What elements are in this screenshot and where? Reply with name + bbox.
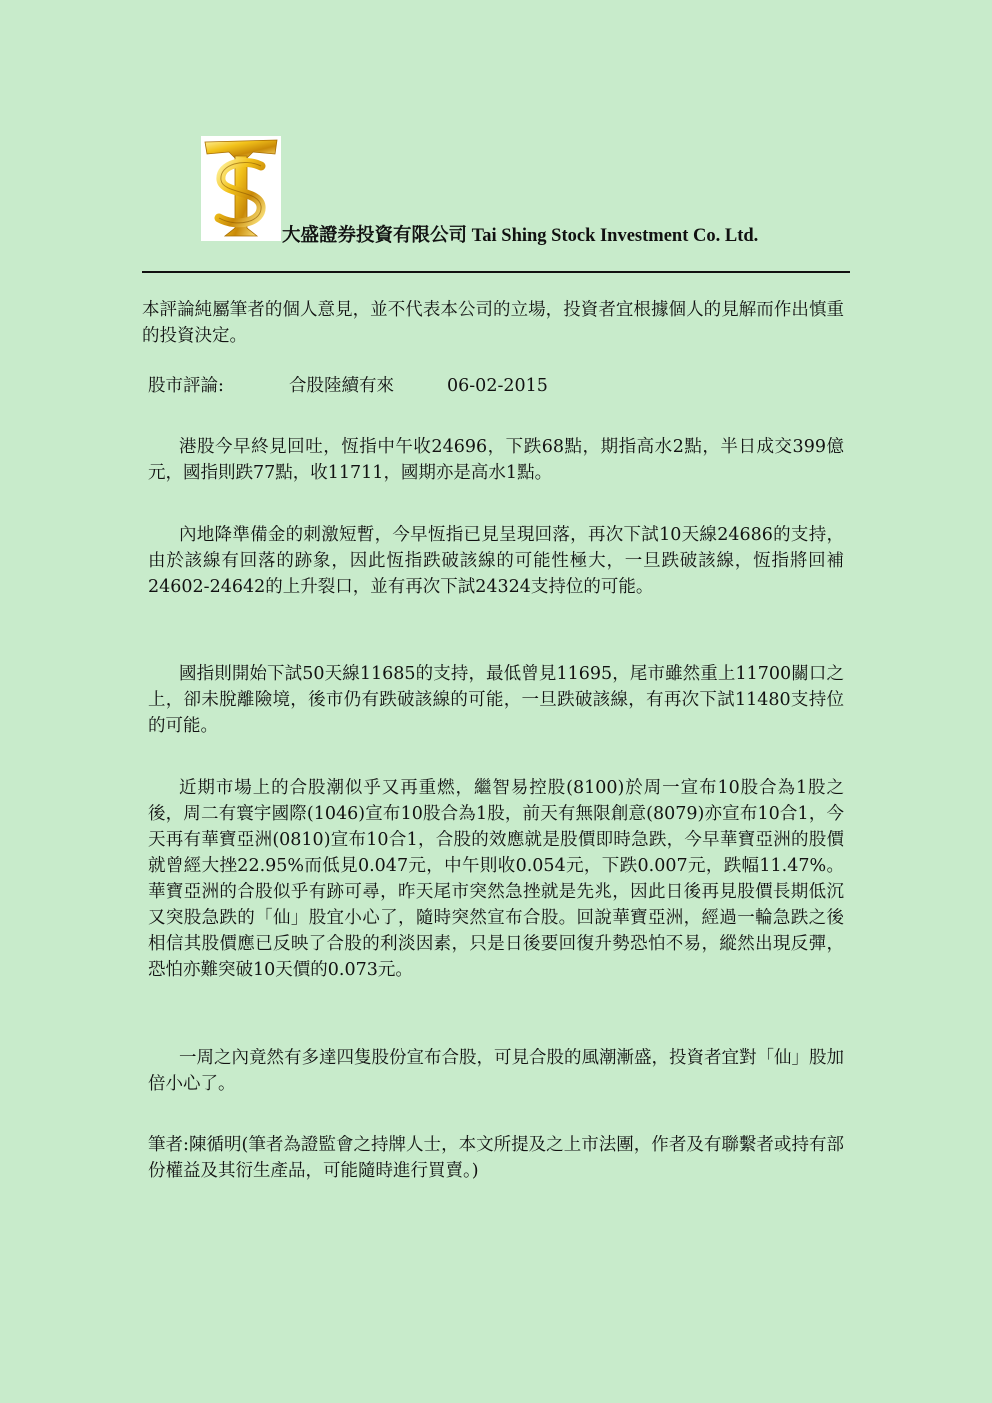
paragraph-2: 內地降準備金的刺激短暫，今早恆指已見呈現回落，再次下試10天線24686的支持，由於該線有回落的跡象，因此恆指跌破該線的可能性極大，一旦跌破該線，恆指將回補24602-24642的上升裂口，並有再次下試24324支持位的可能。 (148, 525, 844, 597)
author-note: 筆者:陳循明(筆者為證監會之持牌人士，本文所提及之上市法團，作者及有聯繫者或持有部份權益及其衍生產品，可能隨時進行買賣。) (148, 1135, 844, 1181)
header-divider (142, 271, 850, 273)
paragraph-3: 國指則開始下試50天線11685的支持，最低曾見11695，尾市雖然重上11700關口之上，卻未脫離險境，後市仍有跌破該線的可能，一旦跌破該線，有再次下試11480支持位的可能。 (148, 664, 844, 736)
paragraph-4: 近期市場上的合股潮似乎又再重燃，繼智易控股(8100)於周一宣布10股合為1股之後，周二有寰宇國際(1046)宣布10股合為1股，前天有無限創意(8079)亦宣布10合1，今天再有華寶亞洲(0810)宣布10合1，合股的效應就是股價即時急跌，今早華寶亞洲的股價就曾經大挫22.95%而低見0.047元，中午則收0.054元，下跌0.007元，跌幅11.47%。華寶亞洲的合股似乎有跡可尋，昨天尾市突然急挫就是先兆，因此日後再見股價長期低沉又突股急跌的「仙」股宜小心了，隨時突然宣布合股。回說華寶亞洲，經過一輪急跌之後相信其股價應已反映了合股的利淡因素，只是日後要回復升勢恐怕不易，縱然出現反彈，恐怕亦難突破10天價的0.073元。 (148, 778, 844, 980)
ts-monogram-icon (201, 136, 281, 241)
paragraph-1: 港股今早終見回吐，恆指中午收24696，下跌68點，期指高水2點，半日成交399億元，國指則跌77點，收11711，國期亦是高水1點。 (148, 437, 844, 483)
article-category: 股市評論: (148, 376, 224, 396)
article-heading (148, 373, 848, 399)
article-date: 06-02-2015 (447, 376, 548, 396)
company-name: 大盛證券投資有限公司 Tai Shing Stock Investment Co. Ltd. (282, 226, 759, 246)
disclaimer: 本評論純屬筆者的個人意見，並不代表本公司的立場，投資者宜根據個人的見解而作出慎重的投資決定。 (142, 300, 844, 346)
article-title: 合股陸續有來 (289, 376, 394, 396)
paragraph-5: 一周之內竟然有多達四隻股份宣布合股，可見合股的風潮漸盛，投資者宜對「仙」股加倍小心了。 (148, 1048, 844, 1094)
company-logo (201, 136, 281, 241)
